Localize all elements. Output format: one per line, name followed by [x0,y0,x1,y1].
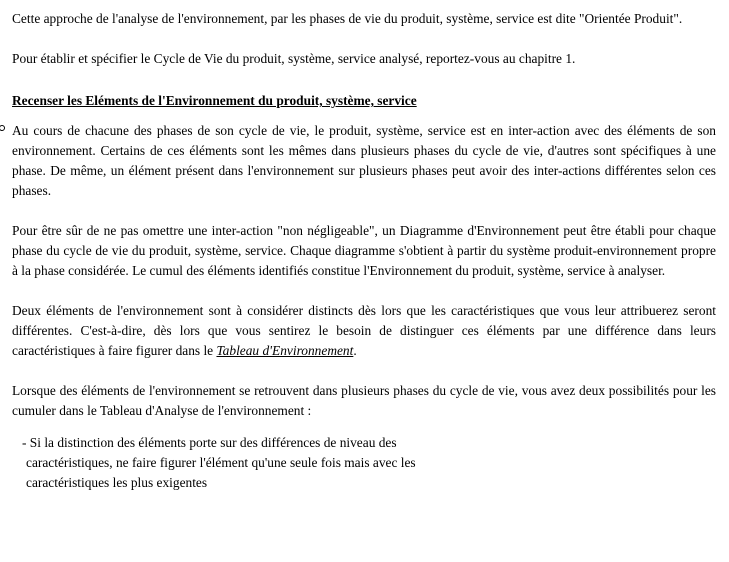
section-content [12,121,716,493]
intro-paragraph-1: Cette approche de l'analyse de l'environnement, par les phases de vie du produit, système, service est dite "Orientée Produit". [12,11,683,26]
paragraph-3-text: Deux éléments de l'environnement sont à considérer distincts dès lors que les caractéristiques que vous leur attribuerez seront différentes. C'est-à-dire, dès lors que vous sentirez le besoin de distinguer ces éléments par une différence dans leurs caractéristiques à faire figurer dans le [12,303,716,358]
paragraph-3-end: . [353,343,357,358]
section-paragraph-1: Au cours de chacune des phases de son cycle de vie, le produit, système, service est en inter-action avec des éléments de son environnement. Certains de ces éléments sont les mêmes dans plusieurs phases du cycle de vie, d'autres sont spécifiques à une phase. De même, un élément présent dans l'environnement sur plusieurs phases peut avoir des inter-actions différentes selon ces phases. [12,123,716,198]
section-paragraph-4: Lorsque des éléments de l'environnement se retrouvent dans plusieurs phases du cycle de vie, vous avez deux possibilités pour les cumuler dans le Tableau d'Analyse de l'environnement : [12,383,716,418]
dash-list-item [22,433,462,493]
dash-item-line-3: caractéristiques les plus exigentes [26,475,208,490]
intro-paragraph-2: Pour établir et spécifier le Cycle de Vie du produit, système, service analysé, reportez-vous au chapitre 1. [12,51,576,66]
dash-item-line-1: - Si la distinction des éléments porte sur des différences de niveau des [22,435,397,450]
section-paragraph-2: Pour être sûr de ne pas omettre une inter-action "non négligeable", un Diagramme d'Environnement peut être établi pour chaque phase du cycle de vie du produit, système, service. Chaque diagramme s'obtient à partir du système produit-environnement propre à la phase considérée. Le cumul des éléments identifiés constitue l'Environnement du produit, système, service à analyser. [12,223,716,278]
document-body [12,9,716,493]
section-paragraph-3 [12,301,716,361]
section-heading: Recenser les Eléments de l'Environnement du produit, système, service [12,93,417,108]
dash-item-line-2: caractéristiques, ne faire figurer l'élément qu'une seule fois mais avec les [26,455,416,470]
tableau-environnement-link[interactable]: Tableau d'Environnement [216,343,354,358]
bullet-icon [0,125,5,131]
